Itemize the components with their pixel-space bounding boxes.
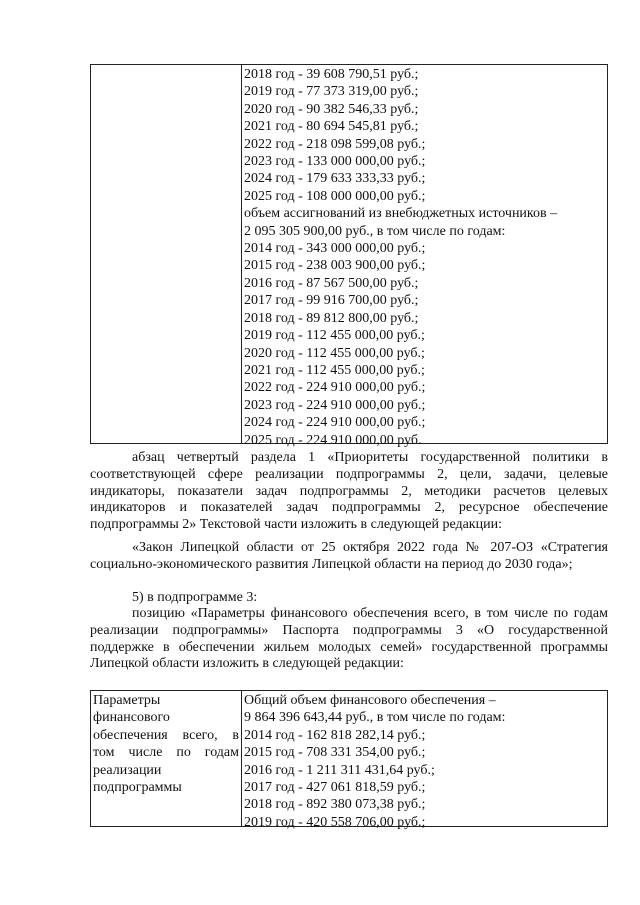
label-line: том числе по годам xyxy=(93,745,239,761)
paragraph-subprogram-heading: 5) в подпрограмме 3: xyxy=(132,590,258,605)
table-row: 2019 год - 112 455 000,00 руб.; xyxy=(244,328,425,344)
parameter-label-cell xyxy=(93,692,239,796)
label-line: подпрограммы xyxy=(93,780,182,796)
table-row: 2016 год - 1 211 311 431,64 руб.; xyxy=(244,762,435,778)
label-line: финансового xyxy=(93,710,170,726)
table-row: 2024 год - 224 910 000,00 руб.; xyxy=(244,415,426,431)
label-line: реализации xyxy=(93,762,162,778)
table-row: 9 864 396 643,44 руб., в том числе по годам: xyxy=(244,710,506,726)
table-row: объем ассигнований из внебюджетных источников – xyxy=(244,206,558,222)
table-row: 2018 год - 39 608 790,51 руб.; xyxy=(244,67,419,82)
table-row: 2020 год - 90 382 546,33 руб.; xyxy=(244,101,419,117)
table-row: 2021 год - 112 455 000,00 руб.; xyxy=(244,362,425,378)
column-divider xyxy=(241,65,242,443)
column-divider xyxy=(241,691,242,826)
table-row: 2018 год - 892 380 073,38 руб.; xyxy=(244,797,426,813)
funding-values-column xyxy=(244,66,605,449)
table-row: 2 095 305 900,00 руб., в том числе по годам: xyxy=(244,223,506,239)
table-row: 2023 год - 224 910 000,00 руб.; xyxy=(244,397,426,413)
label-line: обеспечения всего, в xyxy=(93,727,239,743)
table-row: 2015 год - 708 331 354,00 руб.; xyxy=(244,745,426,761)
table-row: 2016 год - 87 567 500,00 руб.; xyxy=(244,275,419,291)
table-row: 2019 год - 420 558 706,00 руб.; xyxy=(244,814,426,830)
paragraph-section-amendment: абзац четвертый раздела 1 «Приоритеты государственной политики в соответствующей сфере реализации подпрограммы 2, цели, задачи, целевые индикаторы, показатели задач подпрограммы 2, методики расчетов целевых индикаторов и показателей задач подпрограммы 2, ресурсное обеспечение подпрограммы 2» Текстовой части изложить в следующей редакции: xyxy=(90,450,608,533)
table-row: 2025 год - 224 910 000,00 руб. xyxy=(244,432,422,448)
funding-table-continued xyxy=(90,64,608,448)
table-row: 2023 год - 133 000 000,00 руб.; xyxy=(244,154,426,170)
table-row: 2025 год - 108 000 000,00 руб.; xyxy=(244,188,426,204)
table-row: 2024 год - 179 633 333,33 руб.; xyxy=(244,171,426,187)
funding-parameters-table xyxy=(90,690,608,830)
table-row: 2015 год - 238 003 900,00 руб.; xyxy=(244,258,426,274)
table-row: 2017 год - 99 916 700,00 руб.; xyxy=(244,293,419,309)
table-row: 2022 год - 218 098 599,08 руб.; xyxy=(244,136,426,152)
table-row: 2019 год - 77 373 319,00 руб.; xyxy=(244,84,419,100)
paragraph-law-reference: «Закон Липецкой области от 25 октября 2022 года № 207-ОЗ «Стратегия социально-экономического развития Липецкой области на период до 2030 года»; xyxy=(90,540,608,572)
table-row: 2014 год - 162 818 282,14 руб.; xyxy=(244,727,426,743)
table-row: 2021 год - 80 694 545,81 руб.; xyxy=(244,119,419,135)
table-row: 2017 год - 427 061 818,59 руб.; xyxy=(244,780,426,796)
funding-values-column xyxy=(244,692,605,831)
table-row: 2022 год - 224 910 000,00 руб.; xyxy=(244,380,426,396)
table-row: Общий объем финансового обеспечения – xyxy=(244,693,496,708)
label-line: Параметры xyxy=(93,693,161,708)
paragraph-passport-amendment: позицию «Параметры финансового обеспечения всего, в том числе по годам реализации подпрограммы» Паспорта подпрограммы 3 «О государственной поддержке в обеспечении жильем молодых семей» государственной программы Липецкой области изложить в следующей редакции: xyxy=(90,606,608,672)
table-row: 2018 год - 89 812 800,00 руб.; xyxy=(244,310,419,326)
table-row: 2014 год - 343 000 000,00 руб.; xyxy=(244,241,426,257)
table-row: 2020 год - 112 455 000,00 руб.; xyxy=(244,345,425,361)
